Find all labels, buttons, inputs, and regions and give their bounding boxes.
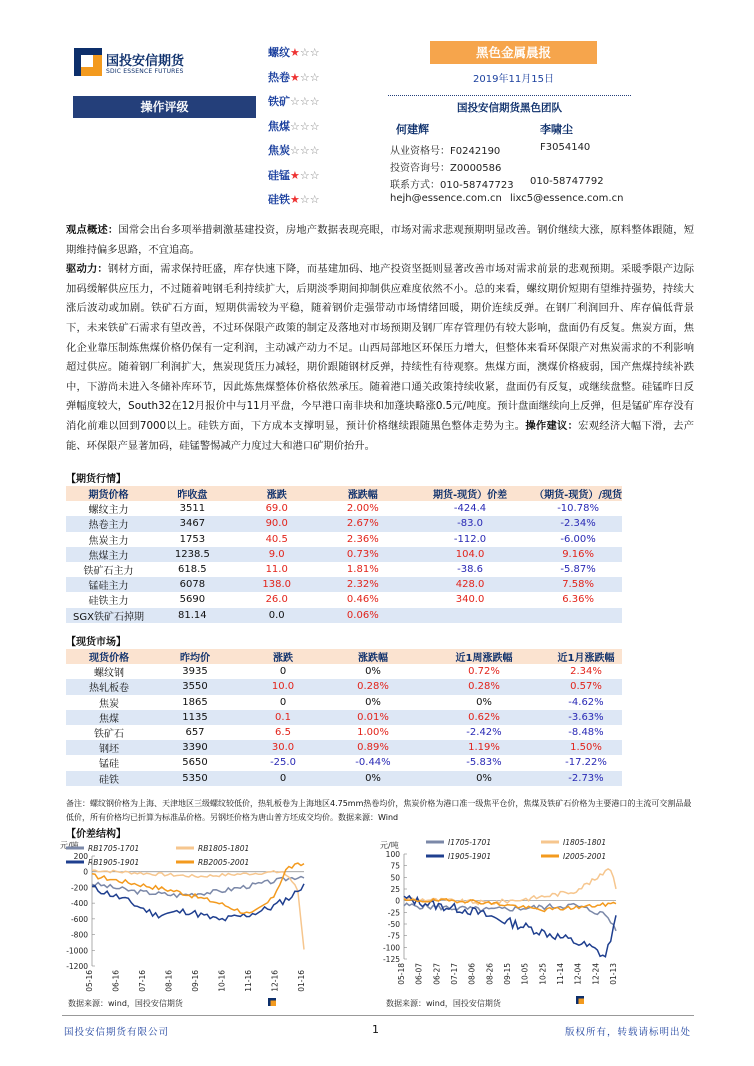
table-cell: 0.28% — [418, 679, 550, 694]
rating-filled-stars: ★ — [290, 46, 300, 59]
table-cell: -8.48% — [568, 727, 604, 739]
x-tick-label: 05-16 — [85, 970, 94, 992]
x-tick-label: 01-13 — [609, 963, 618, 985]
table-row — [66, 710, 622, 725]
x-tick-label: 08-06 — [467, 963, 477, 985]
table-cell: 2.00% — [346, 503, 379, 515]
legend-label: I1705-1701 — [448, 838, 492, 847]
chart-source: 数据来源：wind，国投安信期货 — [68, 999, 183, 1008]
rating-empty-stars: ☆☆ — [299, 168, 320, 182]
table-cell: -2.73% — [550, 771, 622, 786]
analyst-1-phone: 联系方式：010-58747723 — [390, 180, 514, 191]
table-cell: -3.63% — [550, 710, 622, 725]
table-cell: 0.46% — [346, 594, 379, 606]
legend-label: RB1705-1701 — [88, 844, 140, 853]
row-label: 焦煤主力 — [66, 547, 151, 562]
rating-name: 热卷 — [268, 70, 290, 84]
row-label: 焦煤 — [66, 710, 152, 725]
table-cell: 0 — [279, 666, 287, 678]
table-cell: 3390 — [152, 740, 238, 755]
table-row — [66, 725, 622, 740]
rating-empty-stars: ☆☆☆ — [290, 95, 320, 108]
table-cell: 6.5 — [275, 727, 291, 739]
y-tick-label: -50 — [387, 920, 400, 929]
y-tick-label: 100 — [385, 850, 400, 859]
rating-name: 硅锰 — [268, 168, 290, 182]
logo-text-cn: 国投安信期货 — [106, 54, 185, 69]
y-tick-label: -1000 — [66, 946, 88, 956]
table-cell: 90.0 — [234, 516, 320, 531]
rating-item — [268, 118, 348, 143]
table-cell: 7.58% — [534, 577, 622, 592]
x-tick-label: 09-15 — [503, 963, 512, 985]
table-cell: -38.6 — [457, 564, 483, 576]
table-cell: -424.4 — [453, 503, 487, 515]
table-cell: 10.0 — [238, 679, 328, 694]
table-cell: 6.36% — [562, 594, 594, 606]
rating-title: 操作评级 — [73, 96, 256, 118]
table-cell: 0.0 — [234, 608, 320, 623]
rating-name: 螺纹 — [268, 46, 290, 59]
table-row — [66, 695, 622, 710]
y-tick-label: -125 — [382, 955, 400, 964]
y-tick-label: -800 — [70, 930, 88, 940]
x-tick-label: 06-27 — [432, 963, 442, 985]
table-cell: -6.00% — [560, 533, 596, 545]
table-cell: 0.01% — [328, 710, 418, 725]
row-label: 铁矿石主力 — [83, 566, 134, 578]
table-cell: 340.0 — [455, 594, 485, 606]
column-header: 涨跌幅 — [328, 649, 418, 664]
table-cell: 428.0 — [406, 577, 534, 592]
y-tick-label: -25 — [387, 908, 400, 918]
x-tick-label: 12-04 — [573, 963, 583, 985]
page-number: 1 — [372, 1023, 379, 1036]
table-cell: 657 — [185, 727, 205, 739]
table-cell: 40.5 — [265, 533, 288, 545]
table-cell: 2.67% — [320, 516, 406, 531]
table-cell: 30.0 — [238, 740, 328, 755]
column-header: 近1月涨跌幅 — [550, 649, 622, 664]
rating-name: 硅铁 — [268, 193, 290, 206]
table-cell: 0.1 — [238, 710, 328, 725]
x-tick-label: 11-14 — [556, 963, 565, 985]
analyst-1-name: 何建辉 — [396, 123, 429, 136]
x-tick-label: 01-16 — [297, 970, 306, 992]
table-cell: 0% — [328, 771, 418, 786]
table-cell: 9.0 — [234, 547, 320, 562]
row-label: SGX铁矿石掉期 — [66, 608, 151, 623]
column-header: 涨跌 — [234, 486, 320, 501]
table-cell: 2.34% — [570, 666, 602, 678]
table-cell: 3935 — [182, 666, 208, 678]
rating-name: 焦煤 — [268, 119, 290, 133]
x-tick-label: 10-25 — [538, 963, 548, 985]
rating-item — [268, 191, 348, 216]
analyst-1-consult: 投资咨询号：Z0000586 — [390, 163, 502, 174]
table-cell: 11.0 — [265, 564, 288, 576]
analyst-2-phone: 010-58747792 — [530, 176, 604, 187]
y-tick-label: -600 — [70, 914, 88, 924]
table-cell: 0 — [279, 696, 287, 708]
logo-mark-icon — [74, 48, 102, 76]
x-tick-label: 10-05 — [520, 963, 530, 985]
row-label: 螺纹钢 — [94, 668, 124, 680]
row-label: 锰硅主力 — [66, 577, 151, 592]
row-label: 螺纹主力 — [88, 505, 129, 517]
row-label: 热轧板卷 — [66, 679, 152, 694]
legend-label: RB1805-1801 — [198, 844, 250, 853]
table-cell: 9.16% — [534, 547, 622, 562]
table-row — [66, 577, 622, 592]
rating-empty-stars: ☆☆ — [299, 46, 320, 59]
driver-text: 钢材方面，需求保持旺盛，库存快速下降，而基建加码、地产投资坚挺则显著改善市场对需求前景的悲观预期。采暖季限产边际加码缓解供应压力，不过随着吨钢毛利持续扩大，后期淡季期间抑制供应难度依然不小。总的来看，螺纹期价短期有望维持强势，持续大涨后波动或加剧。铁矿石方面，短期供需较为平稳，随着钢价走强带动市场情绪回暖，期价连续反弹。在钢厂利润回升、库存偏低背景下，未来铁矿石需求有望改善，不过环保限产政策的制定及落地对市场预期及钢厂库存管理仍有较大影响，盘面仍有反复。焦炭方面，焦化企业靠压制炼焦煤价格仍保有一定利润，主动减产动力不足。山西局部地区环保压力增大，但整体来看环保限产对焦炭需求的不利影响超过供应。随着钢厂利润扩大，焦炭现货压力减轻，期价跟随钢材反弹，持续性有待观察。焦煤方面，澳煤价格疲弱，国产焦煤持续补跌中，下游尚未进入冬储补库环节，因此炼焦煤整体价格依然承压。随着港口通关政策持续收紧，盘面仍有反复，或继续盘整。硅锰昨日反弹幅度较大，South32在12月报价中与11月平盘，今早港口南非块和加蓬块略涨0.5元/吨度。预计盘面继续向上反弹，但是锰矿库存没有消化前难以回到7000以上。硅铁方面，下方成本支撑明显，预计价格继续跟随黑色整体走势为主。 — [66, 263, 695, 432]
legend-label: I1805-1801 — [563, 838, 607, 847]
rating-item — [268, 93, 348, 118]
summary-text: 国常会出台多项举措刺激基建投资，房地产数据表现亮眼，市场对需求悲观预期明显改善。钢价继续大涨，原料整体跟随，短期维持偏多思路，不宜追高。 — [66, 224, 695, 256]
table-cell: 104.0 — [406, 547, 534, 562]
footer-divider — [62, 1015, 694, 1016]
column-header: 昨收盘 — [151, 486, 234, 501]
table-cell: 0.89% — [328, 740, 418, 755]
y-tick-label: 75 — [390, 861, 400, 871]
report-title: 黑色金属晨报 — [430, 41, 597, 64]
table-cell: 3511 — [179, 503, 206, 515]
advice-text: 宏观经济大幅下滑，去产能、环保限产显著加码，硅锰警惕减产力度过大和港口矿期价抬升。 — [66, 419, 695, 452]
rebar-spread-chart — [56, 836, 310, 1014]
table-cell: -5.83% — [466, 757, 502, 769]
rating-empty-stars: ☆☆☆ — [290, 119, 320, 133]
series-line — [92, 884, 304, 921]
table-cell: 5350 — [152, 771, 238, 786]
table-cell: 618.5 — [178, 564, 207, 576]
table-cell: 1.00% — [357, 727, 389, 739]
table-cell: 0.62% — [418, 710, 550, 725]
column-header: 期货价格 — [66, 486, 151, 501]
row-label: 硅铁主力 — [88, 596, 129, 608]
column-header: 涨跌幅 — [320, 486, 406, 501]
spread-section-title: 【价差结构】 — [66, 829, 126, 840]
y-tick-label: -200 — [70, 883, 88, 893]
row-label: 钢坯 — [66, 740, 152, 755]
table-cell: 3467 — [151, 516, 234, 531]
table-cell: 5690 — [179, 594, 206, 606]
rating-list — [268, 44, 348, 216]
table-cell: -2.42% — [466, 727, 502, 739]
y-tick-label: -100 — [382, 943, 400, 953]
commentary — [66, 221, 694, 456]
y-tick-label: 0 — [395, 896, 400, 906]
table-cell — [406, 608, 534, 623]
table-cell: 2.32% — [320, 577, 406, 592]
rating-empty-stars: ☆☆☆ — [290, 144, 320, 157]
table-row — [66, 562, 622, 577]
y-tick-label: -400 — [70, 899, 88, 909]
table-cell: 1.81% — [346, 564, 379, 576]
analyst-2-name: 李啸尘 — [540, 123, 573, 136]
summary-label: 观点概述： — [66, 224, 119, 236]
x-tick-label: 12-24 — [591, 963, 601, 985]
table-cell: 81.14 — [151, 608, 234, 623]
table-cell: -17.22% — [565, 757, 607, 769]
row-label: 锰硅 — [99, 759, 119, 771]
column-header: 涨跌 — [238, 649, 328, 664]
table-cell: 1865 — [182, 696, 208, 708]
futures-table — [66, 486, 622, 623]
table-row — [66, 771, 622, 786]
x-tick-label: 07-16 — [138, 970, 147, 992]
table-cell: -2.34% — [534, 516, 622, 531]
advice-label: 操作建议： — [525, 419, 579, 432]
iron-ore-spread-chart — [376, 834, 638, 1014]
x-tick-label: 10-16 — [217, 970, 227, 992]
footer-company: 国投安信期货有限公司 — [64, 1027, 170, 1038]
futures-section-title: 【期货行情】 — [66, 474, 126, 485]
table-cell: 2.36% — [346, 533, 379, 545]
analyst-2-qual: F3054140 — [540, 142, 591, 153]
x-tick-label: 07-17 — [450, 963, 459, 985]
table-header-row — [66, 486, 622, 501]
x-tick-label: 11-16 — [244, 970, 253, 992]
table-cell: 5650 — [182, 757, 208, 769]
table-row — [66, 679, 622, 694]
table-row — [66, 516, 622, 531]
table-cell: 26.0 — [265, 594, 288, 606]
table-row — [66, 755, 622, 770]
table-cell: 0.73% — [320, 547, 406, 562]
mini-logo-icon — [579, 999, 585, 1005]
driver-label: 驱动力： — [66, 263, 108, 276]
spot-section-title: 【现货市场】 — [66, 637, 126, 648]
column-header: 现货价格 — [66, 649, 152, 664]
row-label: 焦炭主力 — [88, 535, 129, 547]
legend-label: RB2005-2001 — [198, 858, 250, 867]
rating-item — [268, 167, 348, 192]
table-cell: -112.0 — [453, 533, 487, 545]
table-cell: 3550 — [152, 679, 238, 694]
rating-empty-stars: ☆☆ — [299, 193, 320, 206]
table-cell: 0 — [238, 771, 328, 786]
table-note: 备注：螺纹钢价格为上海、天津地区三级螺纹较低价，热轧板卷为上海地区4.75mm热卷均价，焦炭价格为港口准一级焦平仓价，焦煤及铁矿石价格为主要港口的主流可交割品最低价，所有价格均已折算为标准品价格。另钢坯价格为唐山普方坯成交均价。数据来源：Wind — [66, 799, 692, 822]
table-row — [66, 740, 622, 755]
table-cell: -4.62% — [568, 696, 604, 708]
table-row — [66, 547, 622, 562]
company-logo — [74, 46, 214, 84]
y-axis-unit: 元/吨 — [60, 841, 79, 850]
y-tick-label: 50 — [390, 873, 400, 883]
table-row — [66, 501, 622, 516]
table-cell: 69.0 — [265, 503, 288, 515]
y-tick-label: 25 — [390, 885, 400, 894]
table-header-row — [66, 649, 622, 664]
table-cell: 1135 — [152, 710, 238, 725]
x-tick-label: 06-07 — [414, 963, 424, 985]
table-cell: -25.0 — [270, 757, 296, 769]
rating-item — [268, 44, 348, 69]
table-row — [66, 532, 622, 547]
table-row — [66, 592, 622, 607]
analyst-1-email: hejh@essence.com.cn — [390, 193, 502, 204]
table-cell — [534, 608, 622, 623]
legend-label: I1905-1901 — [448, 852, 492, 861]
table-cell: 0% — [418, 771, 550, 786]
table-cell: 1.19% — [418, 740, 550, 755]
table-cell: 0% — [365, 666, 381, 678]
y-axis-unit: 元/吨 — [380, 841, 399, 850]
x-tick-label: 08-16 — [164, 970, 174, 992]
logo-text-en: SDIC ESSENCE FUTURES — [106, 68, 184, 75]
table-cell: 0.28% — [328, 679, 418, 694]
rating-filled-stars: ★ — [290, 168, 300, 182]
legend-label: RB1905-1901 — [88, 858, 140, 867]
column-header: 昨均价 — [152, 649, 238, 664]
analyst-1-qual: 从业资格号：F0242190 — [390, 146, 501, 157]
rating-empty-stars: ☆☆ — [299, 70, 320, 84]
x-tick-label: 06-16 — [111, 970, 121, 992]
report-date: 2019年11月15日 — [473, 74, 554, 85]
x-tick-label: 08-26 — [485, 963, 495, 985]
series-line — [92, 877, 304, 898]
table-cell: 1.50% — [550, 740, 622, 755]
analyst-2-email: lixc5@essence.com.cn — [510, 193, 624, 204]
row-label: 焦炭 — [99, 698, 119, 710]
footer-copyright: 版权所有，转载请标明出处 — [565, 1027, 692, 1038]
table-cell: 0.57% — [550, 679, 622, 694]
table-cell: 0.72% — [468, 666, 500, 678]
table-row — [66, 664, 622, 679]
rating-item — [268, 142, 348, 167]
x-tick-label: 09-16 — [191, 970, 200, 992]
row-label: 硅铁 — [66, 771, 152, 786]
table-row — [66, 608, 622, 623]
rating-filled-stars: ★ — [290, 193, 300, 206]
table-cell: -10.78% — [557, 503, 599, 515]
table-cell: -5.87% — [560, 564, 596, 576]
rating-name: 铁矿 — [268, 95, 290, 108]
table-cell: 0.06% — [320, 608, 406, 623]
table-cell: 1238.5 — [151, 547, 234, 562]
y-tick-label: 200 — [73, 852, 88, 861]
rating-item — [268, 69, 348, 94]
chart-source: 数据来源：wind，国投安信期货 — [386, 999, 501, 1008]
y-tick-label: -1200 — [66, 962, 88, 971]
divider — [388, 95, 631, 96]
x-tick-label: 12-16 — [270, 970, 280, 992]
column-header: （期货-现货）/现货 — [534, 486, 622, 501]
row-label: 热卷主力 — [66, 516, 151, 531]
column-header: 期货-现货）价差 — [406, 486, 534, 501]
table-cell: -83.0 — [406, 516, 534, 531]
spot-table — [66, 649, 622, 786]
series-line — [404, 869, 616, 905]
y-tick-label: -75 — [387, 931, 400, 941]
table-cell: 1753 — [179, 533, 206, 545]
team-name: 国投安信期货黑色团队 — [457, 102, 562, 114]
table-cell: 138.0 — [234, 577, 320, 592]
table-cell: 0% — [476, 696, 492, 708]
x-tick-label: 05-18 — [397, 963, 406, 985]
column-header: 近1周涨跌幅 — [418, 649, 550, 664]
legend-label: I2005-2001 — [563, 852, 607, 861]
rating-filled-stars: ★ — [290, 70, 300, 84]
mini-logo-icon — [271, 1001, 277, 1007]
table-cell: -0.44% — [355, 757, 391, 769]
rating-name: 焦炭 — [268, 144, 290, 157]
row-label: 铁矿石 — [94, 729, 124, 741]
table-cell: 6078 — [151, 577, 234, 592]
table-cell: 0% — [365, 696, 381, 708]
y-tick-label: 0 — [83, 867, 88, 877]
